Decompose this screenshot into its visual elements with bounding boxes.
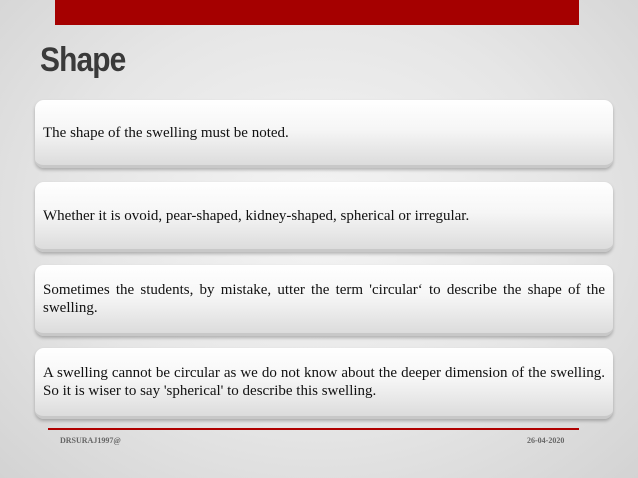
point-text-3: Sometimes the students, by mistake, utter the term 'circular‘ to describe the shape of the swelling. (43, 282, 605, 316)
point-text-1: The shape of the swelling must be noted. (43, 124, 289, 141)
content-box-3 (35, 265, 613, 336)
top-accent-bar (55, 0, 579, 25)
footer-date: 26-04-2020 (527, 436, 565, 445)
footer-author: DRSURAJ1997@ (60, 436, 121, 445)
content-box-4 (35, 348, 613, 419)
content-box-2 (35, 182, 613, 252)
point-text-4: A swelling cannot be circular as we do not know about the deeper dimension of the swelling. So it is wiser to say 'spherical' to describe this swelling. (43, 365, 605, 399)
content-box-1 (35, 100, 613, 168)
footer-divider (48, 428, 579, 430)
point-text-2: Whether it is ovoid, pear-shaped, kidney-shaped, spherical or irregular. (43, 207, 470, 224)
slide-title: Shape (40, 41, 126, 79)
